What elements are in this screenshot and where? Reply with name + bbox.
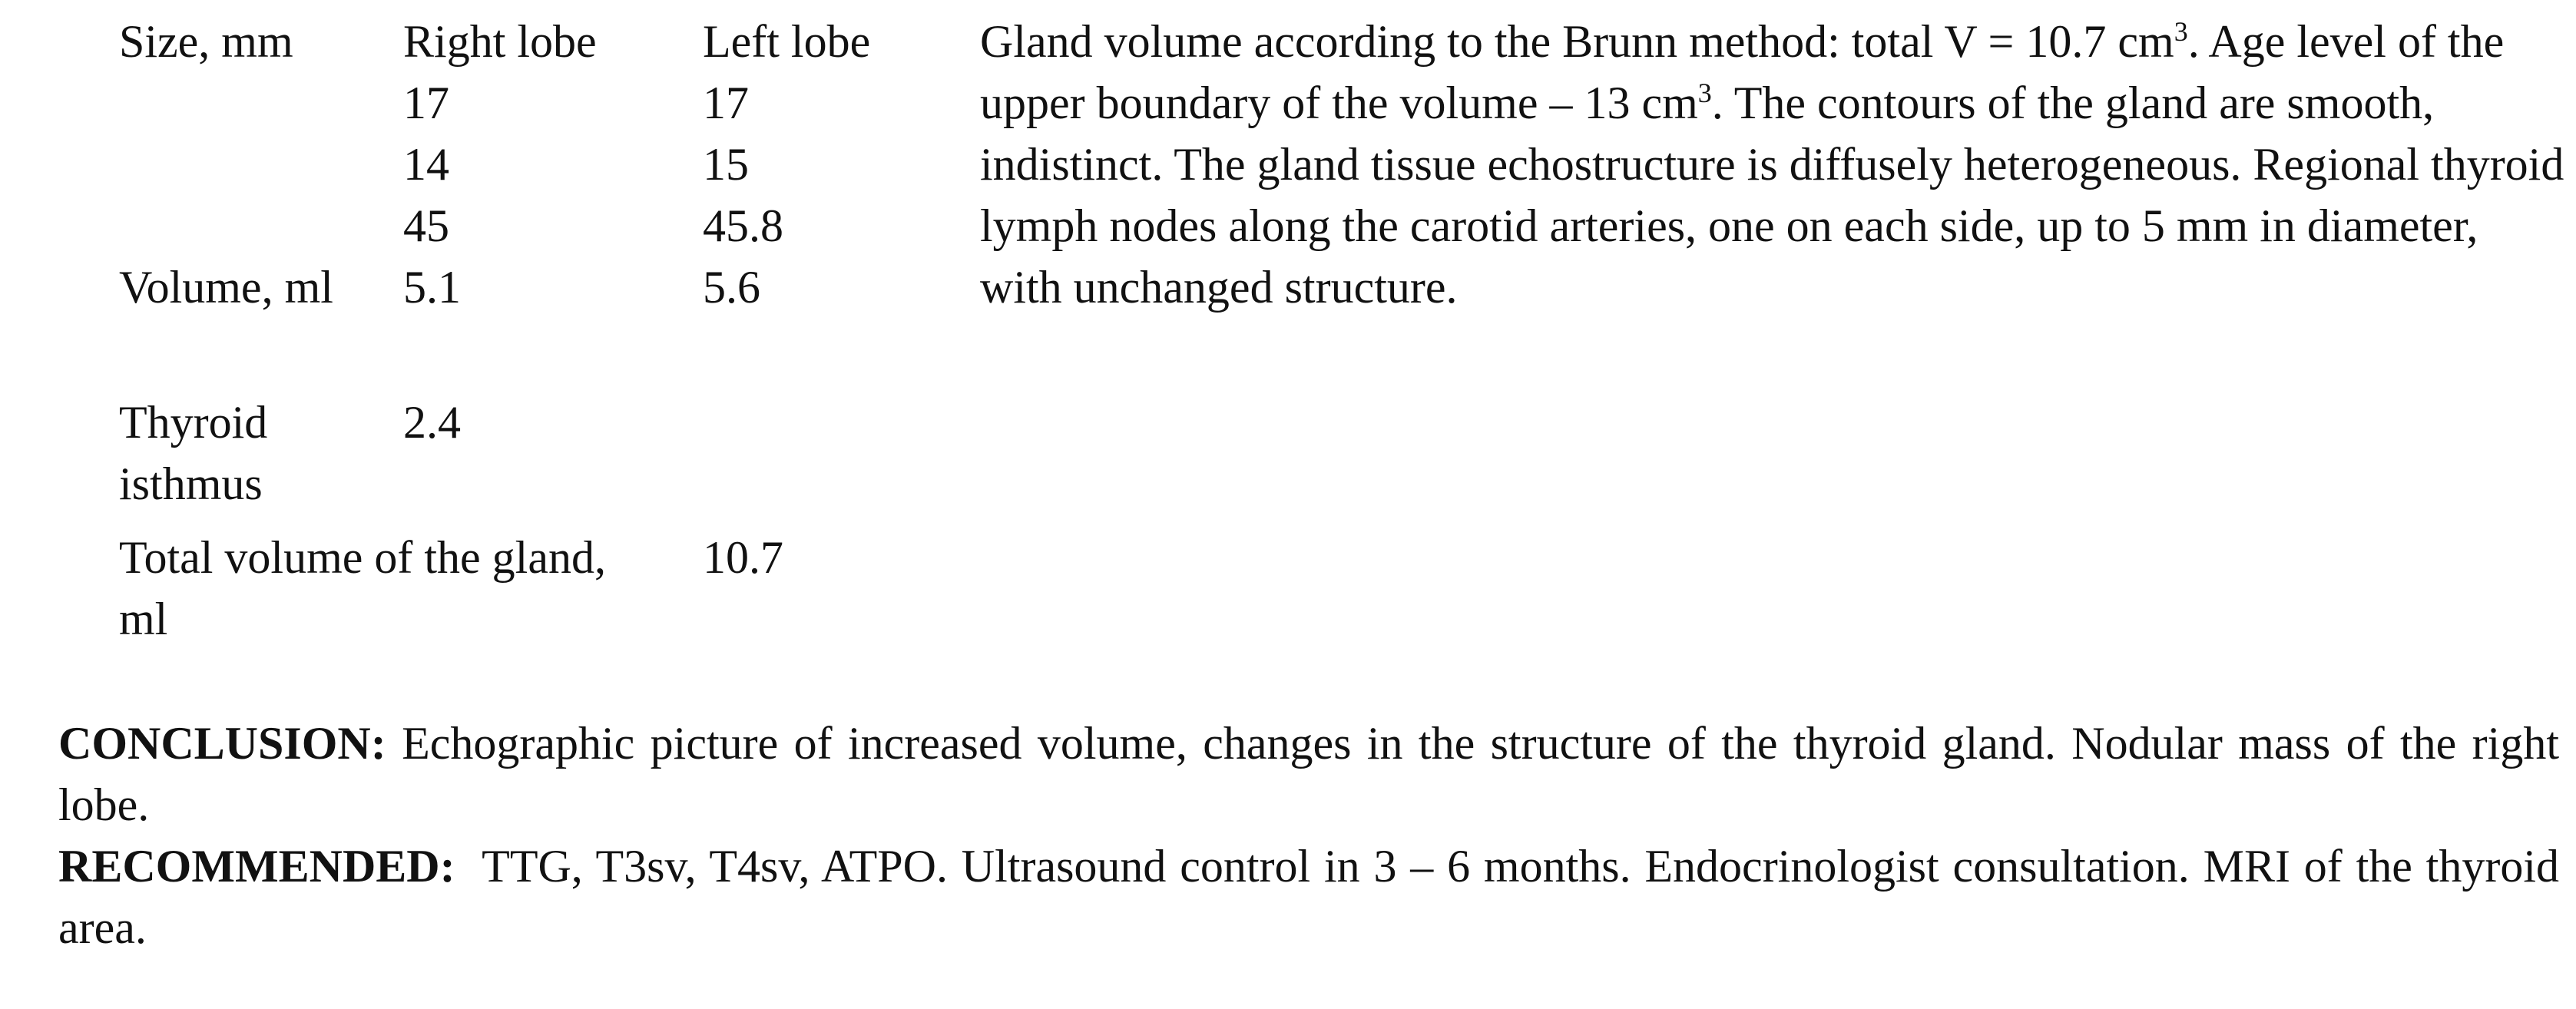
description-part-3: . The contours of the gland are smooth, indistinct. The gland tissue echostructure is diffusely heterogeneous. Regional thyroid lymph nodes along the carotid arteries, one on each side, up to 5 mm in diameter, with unchanged structure. <box>980 78 2564 313</box>
header-left-lobe: Left lobe <box>703 16 871 67</box>
conclusion-paragraph <box>58 713 2559 835</box>
right-lobe-dim-2: 14 <box>403 139 449 190</box>
table-row <box>119 134 964 195</box>
recommended-text: TTG, T3sv, T4sv, ATPO. Ultrasound control in 3 – 6 months. Endocrinologist consultation. MRI of the thyroid area. <box>58 841 2571 953</box>
left-lobe-dim-1: 17 <box>703 78 749 128</box>
right-lobe-volume: 5.1 <box>403 262 461 313</box>
isthmus-value: 2.4 <box>403 397 461 448</box>
superscript-3: 3 <box>2174 16 2188 47</box>
total-volume-label: Total volume of the gland, ml <box>119 532 606 644</box>
summary-section <box>58 713 2571 958</box>
table-header-row <box>119 11 964 72</box>
conclusion-label: CONCLUSION: <box>58 718 386 769</box>
table-row <box>119 72 964 134</box>
recommended-paragraph <box>58 835 2571 958</box>
recommended-label: RECOMMENDED: <box>58 841 455 892</box>
conclusion-text: Echographic picture of increased volume, changes in the structure of the thyroid gland. Nodular mass of the right lobe. <box>58 718 2559 830</box>
header-size: Size, mm <box>119 16 293 67</box>
table-row-total <box>119 527 964 650</box>
superscript-3: 3 <box>1697 78 1712 108</box>
thyroid-size-table <box>119 11 964 650</box>
header-right-lobe: Right lobe <box>403 16 597 67</box>
left-lobe-dim-3: 45.8 <box>703 200 783 251</box>
right-lobe-dim-3: 45 <box>403 200 449 251</box>
total-volume-value: 10.7 <box>703 532 783 583</box>
description-part-1: Gland volume according to the Brunn method: total V = 10.7 cm <box>980 16 2174 67</box>
right-lobe-dim-1: 17 <box>403 78 449 128</box>
isthmus-label: Thyroid isthmus <box>119 397 268 509</box>
gland-description <box>980 11 2567 318</box>
table-row <box>119 195 964 256</box>
table-row-volume <box>119 256 964 379</box>
description-part-2: . Age level of the upper boundary of the volume – 13 cm <box>980 16 2505 128</box>
table-row-isthmus <box>119 392 964 514</box>
volume-label: Volume, ml <box>119 262 333 313</box>
left-lobe-volume: 5.6 <box>703 262 760 313</box>
left-lobe-dim-2: 15 <box>703 139 749 190</box>
